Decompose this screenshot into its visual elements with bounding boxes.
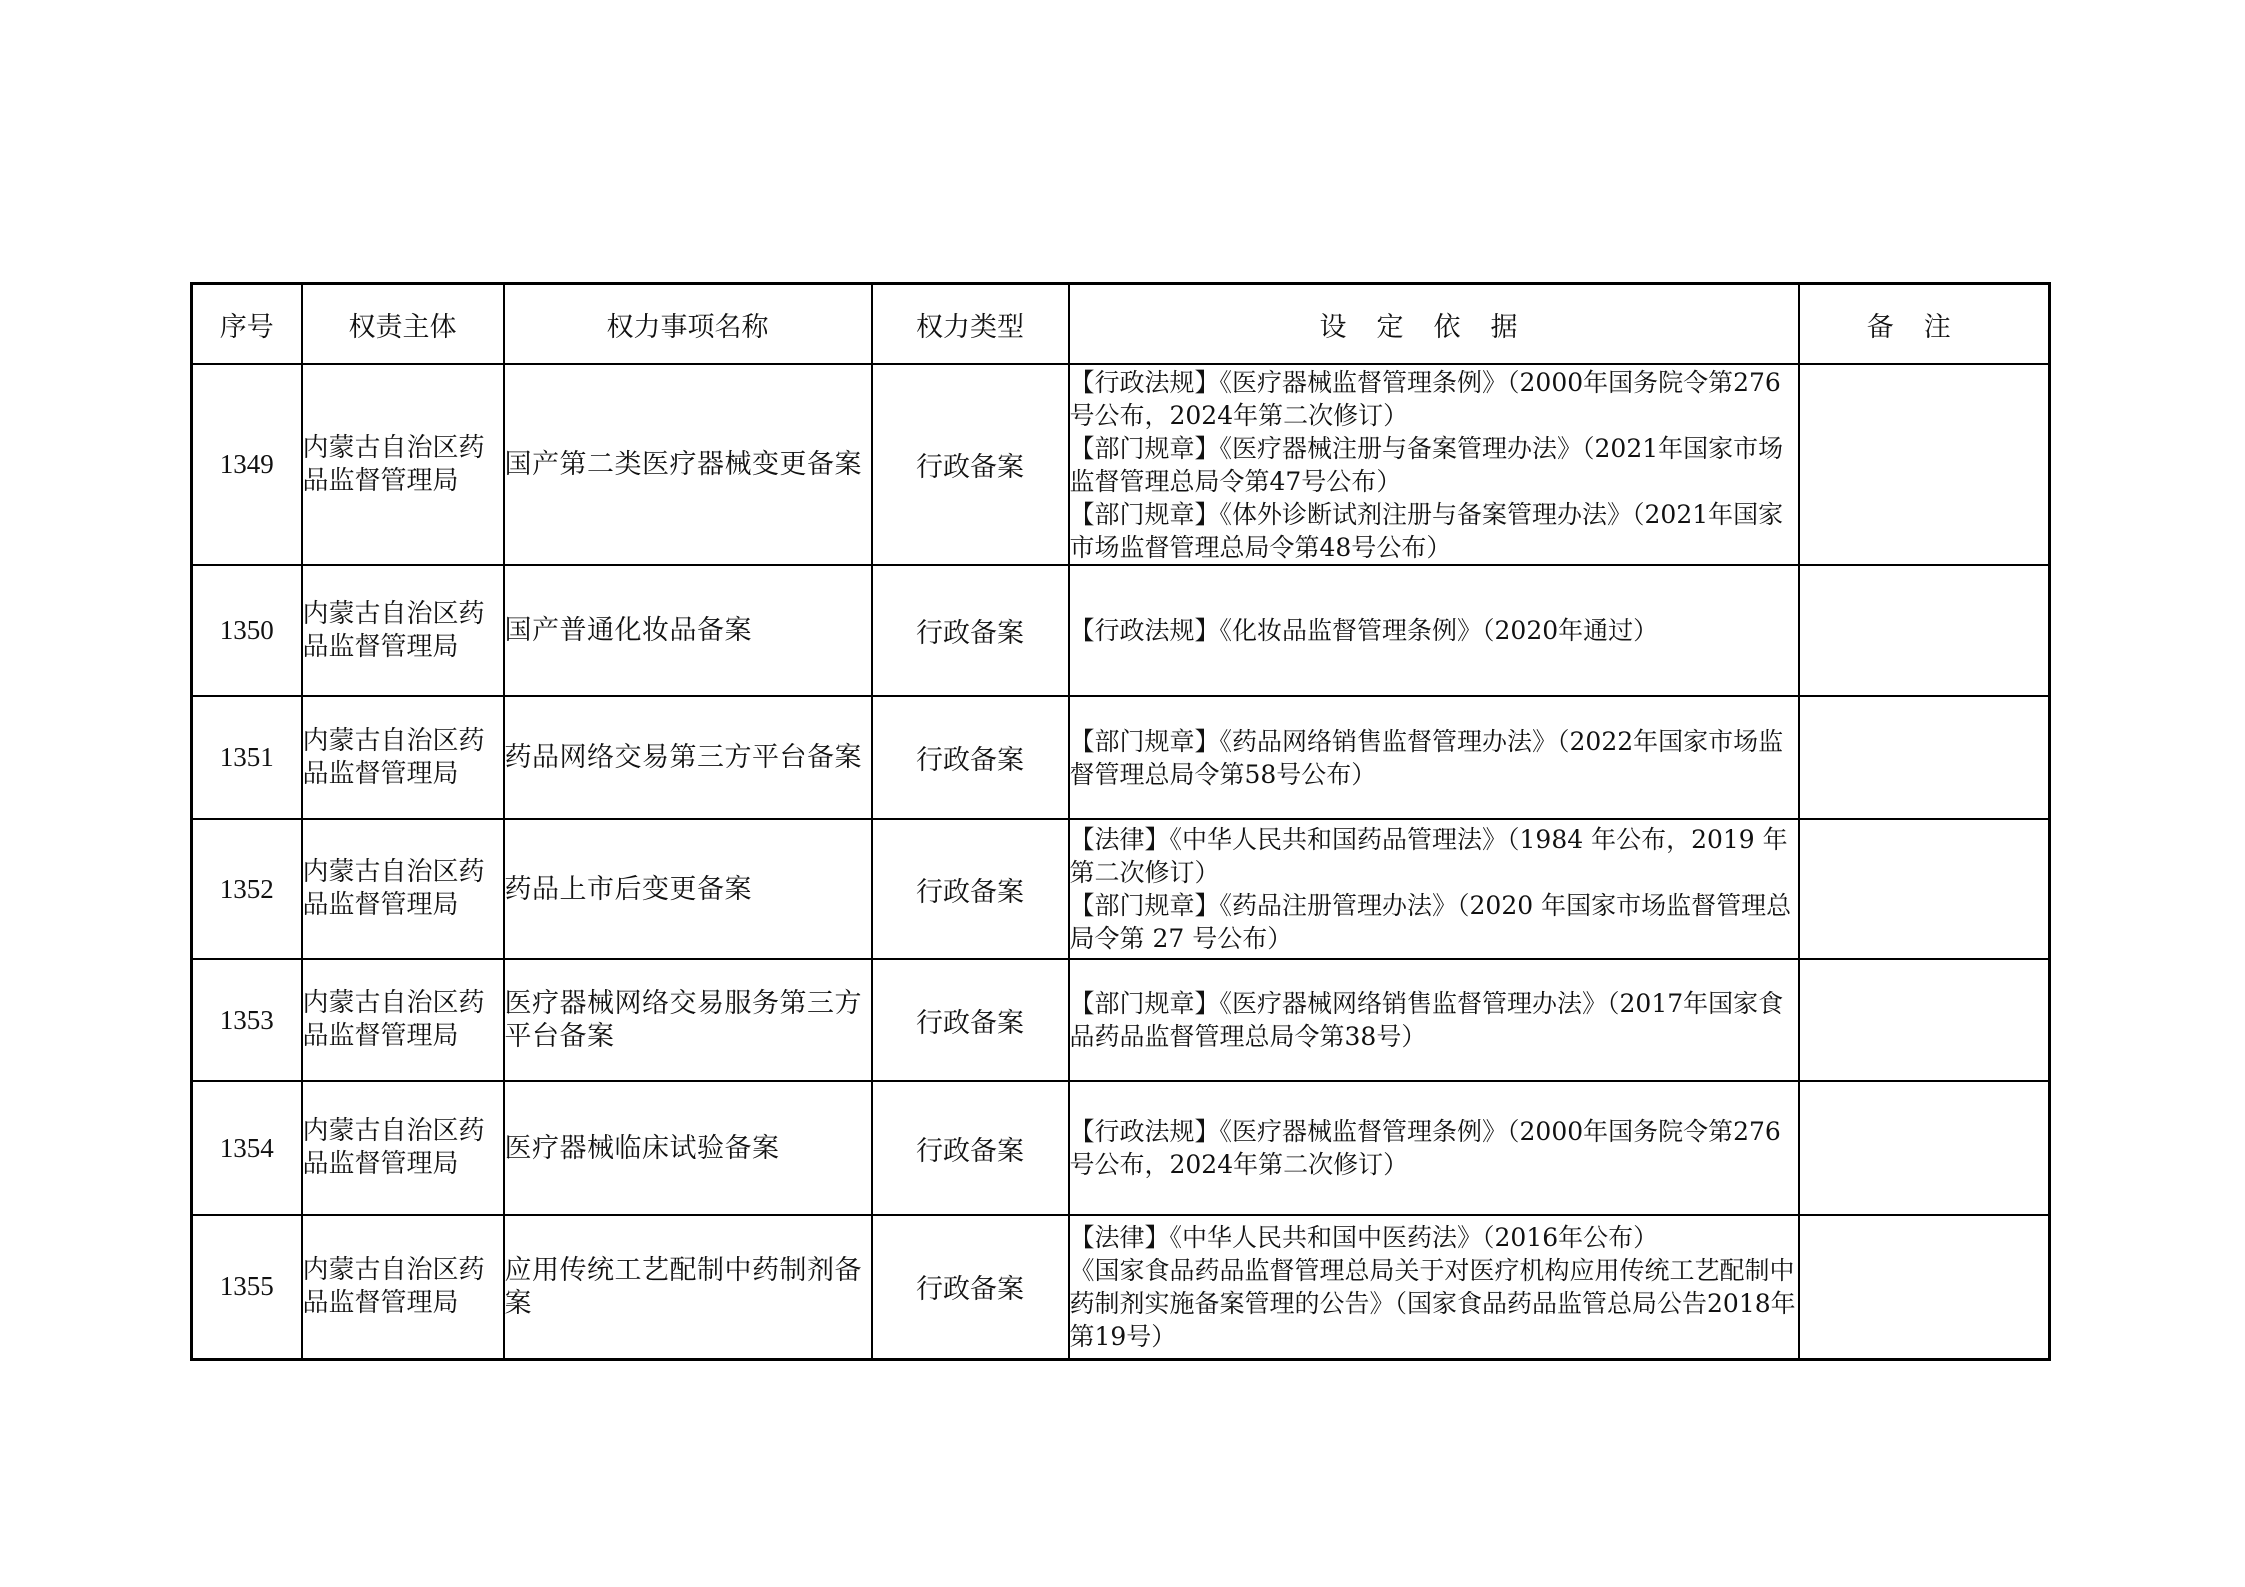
power-type: 行政备案 [872, 1215, 1069, 1359]
legal-basis [1069, 364, 1799, 565]
legal-basis [1069, 1215, 1799, 1359]
header-row [192, 284, 2050, 365]
remark [1799, 696, 2050, 819]
row-number: 1349 [192, 364, 302, 565]
responsible-body: 内蒙古自治区药品监督管理局 [302, 696, 504, 819]
table-body [192, 364, 2050, 1359]
remark [1799, 819, 2050, 959]
header-no: 序号 [192, 284, 302, 365]
responsible-body: 内蒙古自治区药品监督管理局 [302, 1081, 504, 1215]
responsible-body: 内蒙古自治区药品监督管理局 [302, 819, 504, 959]
row-number: 1352 [192, 819, 302, 959]
legal-basis-entry: 【法律】《中华人民共和国中医药法》（2016年公布） [1069, 1222, 1659, 1252]
responsible-body: 内蒙古自治区药品监督管理局 [302, 959, 504, 1081]
power-item-name: 国产普通化妆品备案 [504, 565, 872, 696]
row-number: 1353 [192, 959, 302, 1081]
power-item-name: 国产第二类医疗器械变更备案 [504, 364, 872, 565]
legal-basis [1069, 565, 1799, 696]
legal-basis [1069, 959, 1799, 1081]
legal-basis-entry: 【部门规章】《医疗器械注册与备案管理办法》（2021年国家市场监督管理总局令第47号公布） [1069, 433, 1784, 496]
legal-basis-entry: 【部门规章】《药品注册管理办法》（2020 年国家市场监督管理总局令第 27 号公布） [1069, 891, 1792, 953]
power-type: 行政备案 [872, 364, 1069, 565]
header-basis: 设定依据 [1069, 284, 1799, 365]
legal-basis [1069, 696, 1799, 819]
row-number: 1355 [192, 1215, 302, 1359]
responsible-body: 内蒙古自治区药品监督管理局 [302, 1215, 504, 1359]
responsible-body: 内蒙古自治区药品监督管理局 [302, 565, 504, 696]
table-row [192, 1215, 2050, 1359]
power-type: 行政备案 [872, 696, 1069, 819]
table-row [192, 696, 2050, 819]
row-number: 1351 [192, 696, 302, 819]
power-item-name: 医疗器械临床试验备案 [504, 1081, 872, 1215]
row-number: 1354 [192, 1081, 302, 1215]
power-item-name: 药品上市后变更备案 [504, 819, 872, 959]
table-row [192, 1081, 2050, 1215]
legal-basis-entry: 【行政法规】《医疗器械监督管理条例》（2000年国务院令第276号公布，2024年第二次修订） [1069, 1117, 1781, 1179]
power-type: 行政备案 [872, 1081, 1069, 1215]
table-row [192, 819, 2050, 959]
legal-basis [1069, 819, 1799, 959]
power-item-name: 医疗器械网络交易服务第三方平台备案 [504, 959, 872, 1081]
table-row [192, 364, 2050, 565]
power-list-table [190, 282, 2051, 1361]
power-item-name: 药品网络交易第三方平台备案 [504, 696, 872, 819]
remark [1799, 364, 2050, 565]
power-type: 行政备案 [872, 565, 1069, 696]
remark [1799, 1215, 2050, 1359]
header-name: 权力事项名称 [504, 284, 872, 365]
header-subject: 权责主体 [302, 284, 504, 365]
legal-basis-entry: 【部门规章】《药品网络销售监督管理办法》（2022年国家市场监督管理总局令第58号公布） [1069, 726, 1784, 789]
legal-basis-entry: 【法律】《中华人民共和国药品管理法》（1984 年公布，2019 年第二次修订） [1069, 825, 1788, 887]
remark [1799, 1081, 2050, 1215]
header-type: 权力类型 [872, 284, 1069, 365]
legal-basis-entry: 【部门规章】《医疗器械网络销售监督管理办法》（2017年国家食品药品监督管理总局令第38号） [1069, 989, 1784, 1051]
legal-basis-entry: 《国家食品药品监督管理总局关于对医疗机构应用传统工艺配制中药制剂实施备案管理的公告》（国家食品药品监管总局公告2018年第19号） [1069, 1255, 1796, 1351]
row-number: 1350 [192, 565, 302, 696]
power-type: 行政备案 [872, 959, 1069, 1081]
power-type: 行政备案 [872, 819, 1069, 959]
legal-basis-entry: 【行政法规】《化妆品监督管理条例》（2020年通过） [1069, 616, 1659, 645]
table-header [192, 284, 2050, 365]
remark [1799, 959, 2050, 1081]
legal-basis-entry: 【部门规章】《体外诊断试剂注册与备案管理办法》（2021年国家市场监督管理总局令第48号公布） [1069, 499, 1784, 562]
table-row [192, 565, 2050, 696]
legal-basis-entry: 【行政法规】《医疗器械监督管理条例》（2000年国务院令第276号公布，2024年第二次修订） [1069, 367, 1781, 430]
legal-basis [1069, 1081, 1799, 1215]
table-row [192, 959, 2050, 1081]
remark [1799, 565, 2050, 696]
responsible-body: 内蒙古自治区药品监督管理局 [302, 364, 504, 565]
header-remark: 备注 [1799, 284, 2050, 365]
power-item-name: 应用传统工艺配制中药制剂备案 [504, 1215, 872, 1359]
